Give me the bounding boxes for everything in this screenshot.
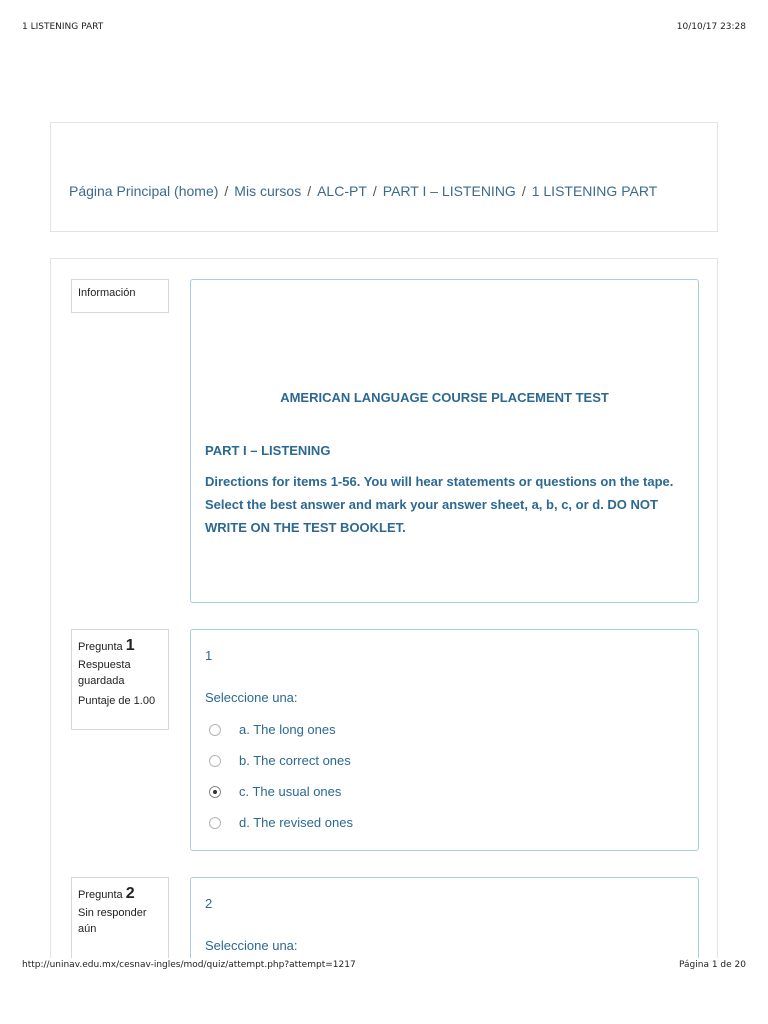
answer-option-b[interactable] (209, 745, 353, 776)
question-2-panel (190, 877, 699, 958)
question-1-panel (190, 629, 699, 851)
answer-option-d[interactable] (209, 807, 353, 838)
print-header-datetime: 10/10/17 23:28 (676, 22, 746, 32)
radio-button-selected[interactable] (209, 786, 221, 798)
print-footer-url: http://uninav.edu.mx/cesnav-ingles/mod/quiz/attempt.php?attempt=1217 (22, 960, 356, 970)
print-footer (22, 960, 746, 970)
answer-option-label: a. The long ones (239, 722, 336, 737)
print-header-title: 1 LISTENING PART (22, 22, 104, 32)
question-text: 2 (205, 896, 213, 911)
question-1-info (71, 629, 169, 730)
answer-option-label: c. The usual ones (239, 784, 342, 799)
breadcrumb-separator: / (224, 183, 229, 199)
question-state: Respuesta guardada (78, 659, 131, 687)
breadcrumb-link-section[interactable]: PART I – LISTENING (382, 183, 516, 199)
radio-button[interactable] (209, 817, 221, 829)
test-part: PART I – LISTENING (205, 443, 331, 458)
answer-options (209, 714, 353, 838)
print-header (22, 22, 746, 32)
question-1-heading (78, 638, 162, 655)
question-2-info (71, 877, 169, 958)
radio-button[interactable] (209, 755, 221, 767)
answer-option-a[interactable] (209, 714, 353, 745)
answer-option-c[interactable] (209, 776, 353, 807)
breadcrumb-separator: / (521, 183, 526, 199)
info-panel (190, 279, 699, 603)
question-grade: Puntaje de 1.00 (78, 695, 156, 707)
breadcrumb (69, 183, 657, 199)
question-number: 2 (125, 885, 135, 902)
question-label: Pregunta (78, 641, 123, 653)
info-label: Información (71, 279, 169, 313)
question-state: Sin responder aún (78, 907, 147, 935)
breadcrumb-link-my-courses[interactable]: Mis cursos (234, 183, 302, 199)
print-footer-page: Página 1 de 20 (679, 960, 746, 970)
breadcrumb-link-quiz[interactable]: 1 LISTENING PART (531, 183, 658, 199)
radio-button[interactable] (209, 724, 221, 736)
breadcrumb-link-course[interactable]: ALC-PT (317, 183, 367, 199)
question-text: 1 (205, 648, 213, 663)
breadcrumb-separator: / (372, 183, 377, 199)
question-prompt: Seleccione una: (205, 938, 298, 953)
question-label: Pregunta (78, 889, 123, 901)
test-title: AMERICAN LANGUAGE COURSE PLACEMENT TEST (280, 390, 609, 405)
question-2-heading (78, 886, 162, 903)
test-directions: Directions for items 1-56. You will hear statements or questions on the tape. Select the best answer and mark your answer sheet, a, b, c, or d. DO NOT WRITE ON THE TEST BOOKLET. (205, 474, 674, 535)
breadcrumb-container (50, 122, 718, 232)
question-number: 1 (125, 637, 135, 654)
answer-option-label: d. The revised ones (239, 815, 353, 830)
breadcrumb-link-home[interactable]: Página Principal (home) (69, 183, 219, 199)
question-prompt: Seleccione una: (205, 690, 298, 705)
breadcrumb-separator: / (307, 183, 312, 199)
answer-option-label: b. The correct ones (239, 753, 351, 768)
quiz-attempt-container (50, 258, 718, 958)
